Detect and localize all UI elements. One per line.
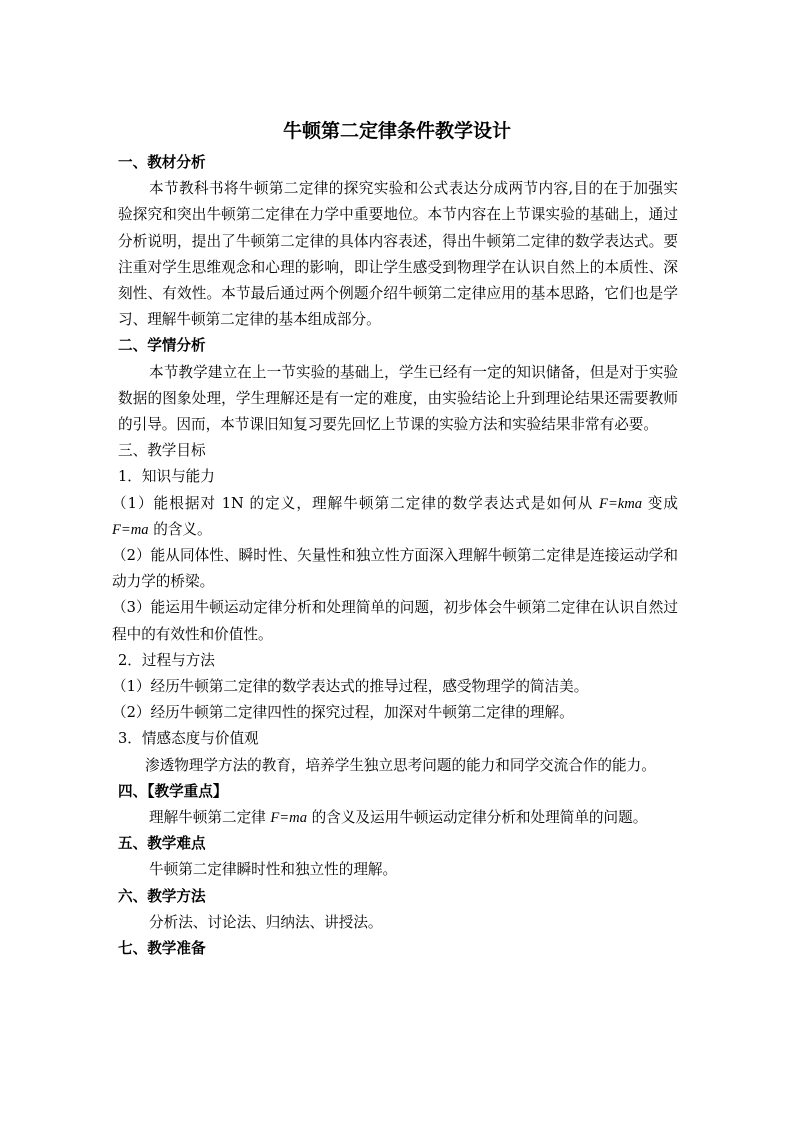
goal-item-knowledge-3: （3）能运用牛顿运动定律分析和处理简单的问题，初步体会牛顿第二定律在认识自然过程中的有效性和价值性。: [112, 599, 678, 643]
goal-item-knowledge-1: [112, 491, 678, 543]
section-heading-difficulties: 五、教学难点: [118, 835, 206, 853]
section-heading-student-analysis: 二、学情分析: [118, 337, 206, 355]
section-text-difficulties: 牛顿第二定律瞬时性和独立性的理解。: [149, 861, 398, 879]
goal-item-knowledge-2: （2）能从同体性、瞬时性、矢量性和独立性方面深入理解牛顿第二定律是连接运动学和动力学的桥梁。: [112, 546, 678, 591]
section-text-key-points: [118, 805, 678, 831]
goal-paragraph-attitude: 渗透物理学方法的教育，培养学生独立思考问题的能力和同学交流合作的能力。: [145, 756, 656, 774]
document-title: 牛顿第二定律条件教学设计: [282, 120, 511, 142]
subsection-label-process: 2．过程与方法: [118, 651, 215, 669]
goal-item-knowledge-1-text-a: （1）能根据对 1N 的定义，理解牛顿第二定律的数学表达式是如何从: [112, 494, 600, 512]
document-body: [112, 150, 679, 962]
subsection-label-knowledge: 1．知识与能力: [118, 468, 215, 486]
section-heading-preparation: 七、教学准备: [118, 939, 206, 957]
section-heading-key-points: 四、【教学重点】: [118, 782, 228, 800]
section-text-methods: 分析法、讨论法、归纳法、讲授法。: [149, 913, 383, 931]
section-paragraph-textbook-analysis: 本节教科书将牛顿第二定律的探究实验和公式表达分成两节内容,目的在于加强实验探究和突出牛顿第二定律在力学中重要地位。本节内容在上节课实验的基础上，通过分析说明，提出了牛顿第二定律的具体内容表述，得出牛顿第二定律的数学表达式。要注重对学生思维观念和心理的影响，即让学生感受到物理学在认识自然上的本质性、深刻性、有效性。本节最后通过两个例题介绍牛顿第二定律应用的基本思路，它们也是学习、理解牛顿第二定律的基本组成部分。: [118, 180, 678, 329]
section-heading-teaching-goals: 三、教学目标: [118, 442, 206, 460]
formula-f-kma: F=kma: [599, 495, 643, 512]
goal-item-knowledge-1-text-b: 变成: [642, 494, 679, 512]
goal-item-process-1: （1）经历牛顿第二定律的数学表达式的推导过程，感受物理学的简洁美。: [112, 677, 589, 695]
section-heading-textbook-analysis: 一、教材分析: [118, 154, 206, 171]
key-points-text-a: 理解牛顿第二定律: [149, 808, 271, 826]
formula-f-ma: F=ma: [112, 521, 149, 538]
goal-item-knowledge-1-text-c: 的含义。: [148, 520, 212, 538]
subsection-label-attitude: 3．情感态度与价值观: [118, 730, 259, 748]
key-points-text-b: 的含义及运用牛顿运动定律分析和处理简单的问题。: [307, 808, 648, 826]
section-paragraph-student-analysis: 本节教学建立在上一节实验的基础上，学生已经有一定的知识储备，但是对于实验数据的图象处理，学生理解还是有一定的难度，由实验结论上升到理论结果还需要教师的引导。因而，本节课旧知复习要先回忆上节课的实验方法和实验结果非常有必要。: [118, 363, 678, 433]
section-heading-methods: 六、教学方法: [118, 887, 206, 905]
formula-key-f-ma: F=ma: [270, 809, 307, 826]
goal-item-process-2: （2）经历牛顿第二定律四性的探究过程，加深对牛顿第二定律的理解。: [112, 704, 574, 722]
